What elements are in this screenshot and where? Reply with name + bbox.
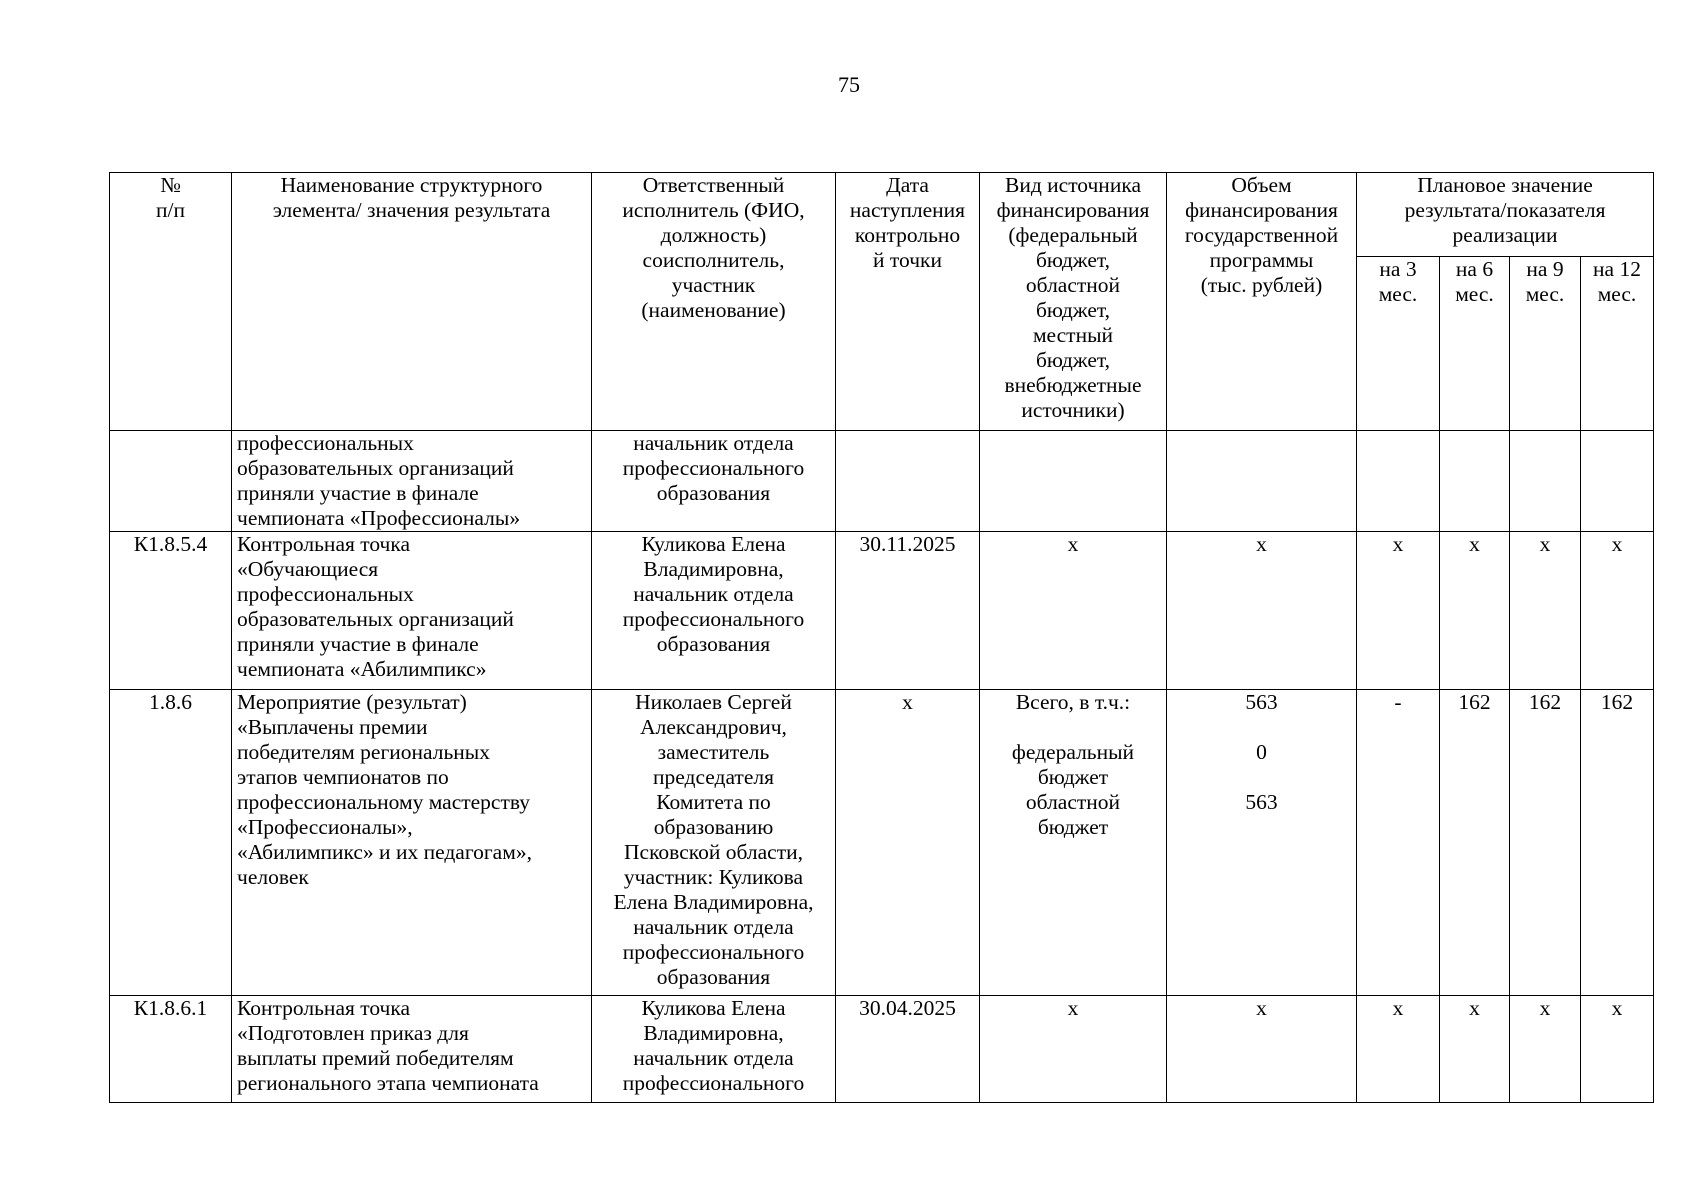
- cell-num: К1.8.5.4: [110, 532, 232, 690]
- cell-m6: х: [1440, 996, 1510, 1103]
- cell-num: К1.8.6.1: [110, 996, 232, 1103]
- cell-m12: х: [1581, 996, 1654, 1103]
- cell-responsible: Куликова Елена Владимировна, начальник отдела профессионального: [592, 996, 836, 1103]
- table-row: [110, 431, 1654, 532]
- table-row: [110, 532, 1654, 690]
- cell-m6: 162: [1440, 690, 1510, 996]
- cell-volume: х: [1167, 996, 1357, 1103]
- header-m3: на 3 мес.: [1357, 257, 1440, 431]
- cell-date: 30.11.2025: [836, 532, 980, 690]
- cell-date: [836, 431, 980, 532]
- cell-m6: [1440, 431, 1510, 532]
- cell-responsible: Николаев Сергей Александрович, заместитель председателя Комитета по образованию Псковской области, участник: Куликова Елена Владимировна, начальник отдела профессионального образования: [592, 690, 836, 996]
- cell-m9: 162: [1510, 690, 1581, 996]
- cell-name: Мероприятие (результат) «Выплачены премии победителям региональных этапов чемпионатов по профессиональному мастерству «Профессионалы», «Абилимпикс» и их педагогам», человек: [232, 690, 592, 996]
- table-row: [110, 996, 1654, 1103]
- page-number: 75: [838, 72, 860, 97]
- cell-source: х: [980, 532, 1167, 690]
- header-row: [110, 173, 1654, 257]
- cell-name: Контрольная точка «Подготовлен приказ для выплаты премий победителям регионального этапа чемпионата: [232, 996, 592, 1103]
- cell-m3: х: [1357, 996, 1440, 1103]
- cell-m9: х: [1510, 996, 1581, 1103]
- cell-source: Всего, в т.ч.: федеральный бюджет областной бюджет: [980, 690, 1167, 996]
- cell-m12: х: [1581, 532, 1654, 690]
- table-row: [110, 690, 1654, 996]
- header-planned: Плановое значение результата/показателя реализации: [1357, 173, 1654, 257]
- header-num: № п/п: [110, 173, 232, 431]
- cell-m6: х: [1440, 532, 1510, 690]
- cell-m12: 162: [1581, 690, 1654, 996]
- cell-source: [980, 431, 1167, 532]
- cell-date: 30.04.2025: [836, 996, 980, 1103]
- cell-m12: [1581, 431, 1654, 532]
- cell-m3: [1357, 431, 1440, 532]
- header-m6: на 6 мес.: [1440, 257, 1510, 431]
- header-m12: на 12 мес.: [1581, 257, 1654, 431]
- cell-name: Контрольная точка «Обучающиеся профессиональных образовательных организаций приняли участие в финале чемпионата «Абилимпикс»: [232, 532, 592, 690]
- cell-responsible: Куликова Елена Владимировна, начальник отдела профессионального образования: [592, 532, 836, 690]
- cell-volume: х: [1167, 532, 1357, 690]
- cell-m3: -: [1357, 690, 1440, 996]
- header-m9: на 9 мес.: [1510, 257, 1581, 431]
- cell-volume: [1167, 431, 1357, 532]
- cell-name: профессиональных образовательных организаций приняли участие в финале чемпионата «Профессионалы»: [232, 431, 592, 532]
- cell-responsible: начальник отдела профессионального образования: [592, 431, 836, 532]
- cell-num: [110, 431, 232, 532]
- cell-num: 1.8.6: [110, 690, 232, 996]
- header-name: Наименование структурного элемента/ значения результата: [232, 173, 592, 431]
- header-responsible: Ответственный исполнитель (ФИО, должность) соисполнитель, участник (наименование): [592, 173, 836, 431]
- cell-m9: х: [1510, 532, 1581, 690]
- cell-m9: [1510, 431, 1581, 532]
- cell-m3: х: [1357, 532, 1440, 690]
- header-volume: Объем финансирования государственной программы (тыс. рублей): [1167, 173, 1357, 431]
- header-source: Вид источника финансирования (федеральный бюджет, областной бюджет, местный бюджет, внебюджетные источники): [980, 173, 1167, 431]
- program-plan-table: [109, 172, 1654, 1103]
- cell-source: х: [980, 996, 1167, 1103]
- cell-volume: 563 0 563: [1167, 690, 1357, 996]
- cell-date: х: [836, 690, 980, 996]
- header-date: Дата наступления контрольно й точки: [836, 173, 980, 431]
